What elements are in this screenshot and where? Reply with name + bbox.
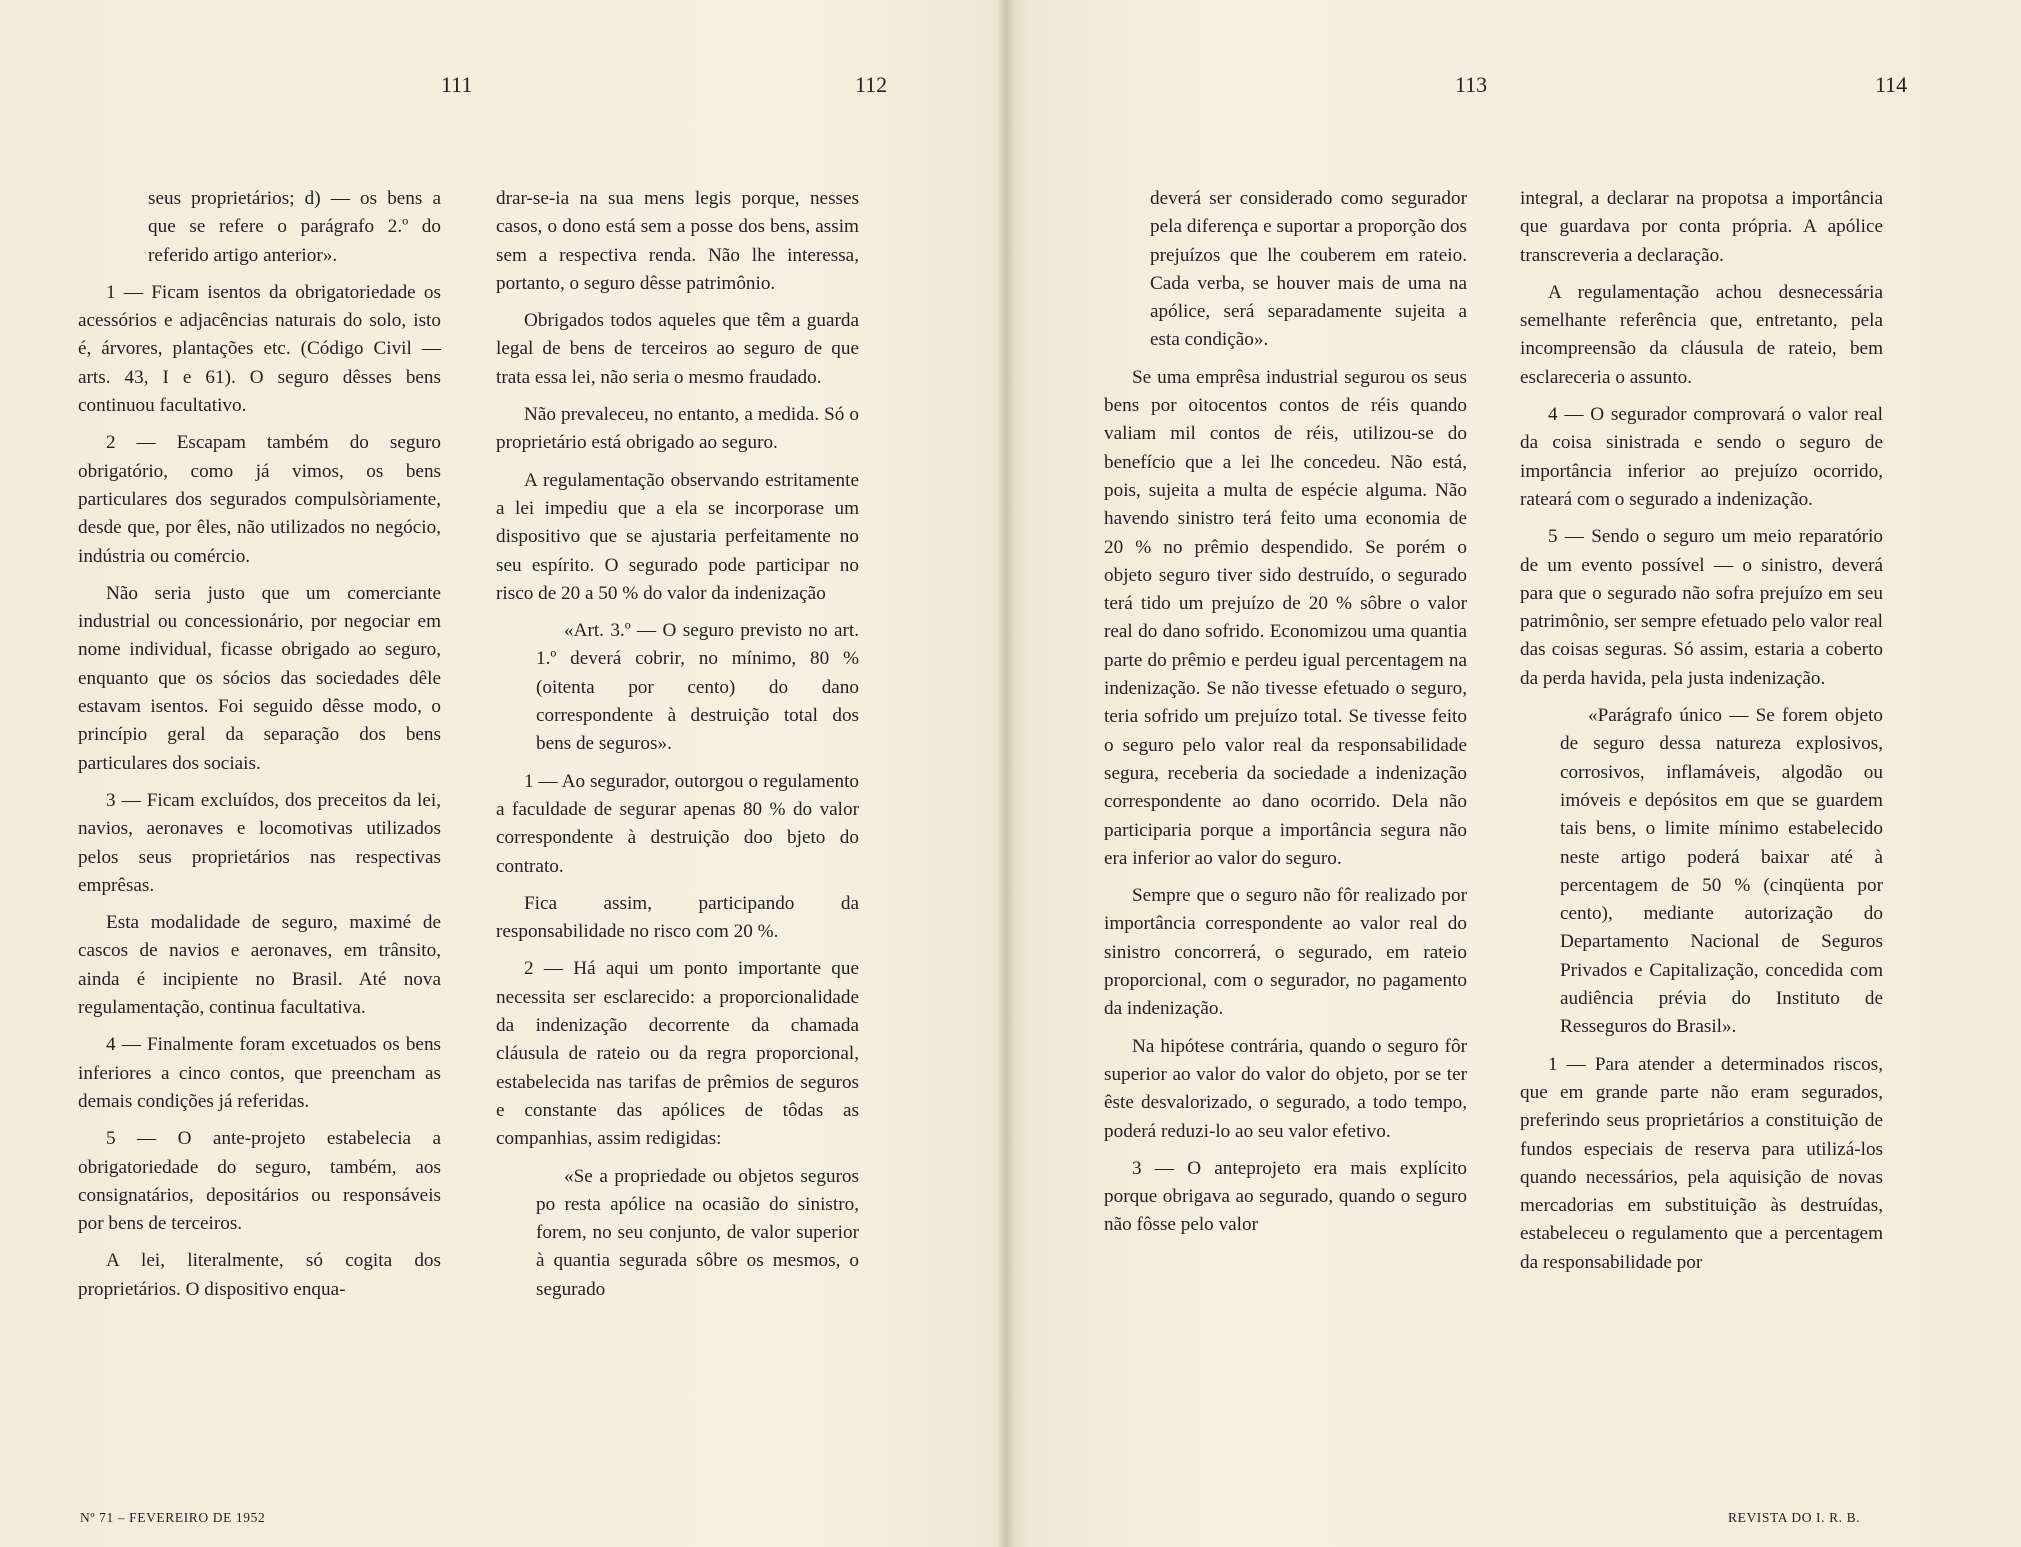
paragraph: 1 — Ficam isentos da obrigatoriedade os acessórios e adjacências naturais do solo, isto é, árvores, plantações etc. (Código Civil — arts. 43, I e 61). O seguro dêsses bens continuou facultativo. (78, 281, 441, 417)
paragraph: 2 — Há aqui um ponto importante que necessita ser esclarecido: a proporcionalidade da indenização decorrente da chamada cláusula de rateio ou da regra proporcional, estabelecida nas tarifas de prêmios de seguros e constante das apólices de tôdas as companhias, assim redigidas: (496, 958, 859, 1150)
paragraph: 5 — Sendo o seguro um meio reparatório de um evento possível — o sinistro, deverá para que o segurado não sofra prejuízo em seu patrimônio, ser sempre efetuado pelo valor real das coisas seguras. Só assim, estaria a coberto da perda havida, pela justa indenização. (1520, 526, 1883, 689)
paragraph: 1 — Para atender a determinados riscos, que em grande parte não eram segurados, preferindo seus proprietários a constituição de fundos especiais de reserva para utilizá-los quando necessários, pela aquisição de novas mercadorias em substituição às destruídas, estabeleceu o regulamento que a percentagem da responsabilidade por (1520, 1053, 1883, 1273)
page-number-113: 113 (1455, 72, 1488, 97)
paragraph: Obrigados todos aqueles que têm a guarda legal de bens de terceiros ao seguro de que trata essa lei, não seria o mesmo fraudado. (496, 310, 859, 388)
paragraph: Não seria justo que um comerciante industrial ou concessionário, por negociar em nome individual, ficasse obrigado ao seguro, enquanto que os sócios das sociedades dêle estavam isentos. Foi seguido dêsse modo, o princípio geral da separação dos bens particulares dos sociais. (78, 582, 441, 774)
footer-issue: Nº 71 – FEVEREIRO DE 1952 (80, 1510, 266, 1525)
quoted-paragraph-unico: «Parágrafo único — Se forem objeto de seguro dessa natureza explosivos, corrosivos, inflamáveis, algodão ou imóveis e depósitos em que se guardem tais bens, o limite mínimo estabelecido neste artigo poderá baixar até à percentagem de 50 % (cinqüenta por cento), mediante autorização do Departamento Nacional de Seguros Privados e Capitalização, concedida com audiência prévia do Instituto de Resseguros do Brasil». (1560, 705, 1883, 1038)
paragraph: 3 — Ficam excluídos, dos preceitos da lei, navios, aeronaves e locomotivas utilizados pelos seus proprietários nas respectivas emprêsas. (78, 789, 441, 896)
column-page-114-right (1520, 185, 1883, 1277)
paragraph: 4 — Finalmente foram excetuados os bens inferiores a cinco contos, que preencham as demais condições já referidas. (78, 1034, 441, 1112)
paragraph: 3 — O anteprojeto era mais explícito porque obrigava ao segurado, quando o seguro não fôsse pelo valor (1104, 1157, 1467, 1236)
page-number-111: 111 (441, 72, 473, 97)
paragraph: seus proprietários; d) — os bens a que se refere o parágrafo 2.º do referido artigo anterior». (148, 188, 441, 266)
paragraph: 2 — Escapam também do seguro obrigatório, como já vimos, os bens particulares dos segurados compulsòriamente, desde que, por êles, não utilizados no negócio, indústria ou comércio. (78, 432, 441, 567)
quoted-clause: «Se a propriedade ou objetos seguros po resta apólice na ocasião do sinistro, forem, no seu conjunto, de valor superior à quantia segurada sôbre os mesmos, o segurado (536, 1165, 859, 1300)
book-gutter (998, 0, 1014, 1547)
quoted-article: «Art. 3.º — O seguro previsto no art. 1.º deverá cobrir, no mínimo, 80 % (oitenta por cento) do dano correspondente à destruição total dos bens de seguros». (536, 620, 859, 755)
paragraph: Não prevaleceu, no entanto, a medida. Só o proprietário está obrigado ao seguro. (496, 404, 859, 454)
paragraph: A regulamentação achou desnecessária semelhante referência que, entretanto, pela incompreensão da cláusula de rateio, bem esclareceria o assunto. (1520, 281, 1883, 388)
paragraph: 1 — Ao segurador, outorgou o regulamento a faculdade de segurar apenas 80 % do valor correspondente à destruição doo bjeto do contrato. (496, 770, 859, 877)
paragraph: Esta modalidade de seguro, maximé de cascos de navios e aeronaves, em trânsito, ainda é incipiente no Brasil. Até nova regulamentação, continua facultativa. (78, 912, 441, 1019)
column-page-112-right (496, 185, 859, 1304)
paragraph: Se uma emprêsa industrial segurou os seus bens por oitocentos contos de réis quando valiam mil contos de réis, utilizou-se do benefício que a lei lhe concedeu. Não está, pois, sujeita a multa de espécie alguma. Não havendo sinistro terá feito uma economia de 20 % no prêmio despendido. Se porém o objeto seguro tiver sido destruído, o segurado terá tido um prejuízo de 20 % sôbre o valor real do dano sofrido. Economizou uma quantia parte do prêmio e perdeu igual percentagem na indenização. Se não tivesse efetuado o seguro, teria sofrido um prejuízo total. Se tivesse feito o seguro pelo valor real da responsabilidade segura, receberia da sociedade a indenização correspondente ao dano ocorrido. Dela não participaria porque a importância segura não era inferior ao valor do seguro. (1104, 366, 1467, 869)
paragraph: A regulamentação observando estritamente a lei impediu que a ela se incorporase um dispositivo que se ajustaria perfeitamente no seu espírito. O segurado pode participar no risco de 20 a 50 % do valor da indenização (496, 469, 859, 604)
paragraph: Na hipótese contrária, quando o seguro fôr superior ao valor do valor do objeto, por se ter êste desvalorizado, o segurado, a todo tempo, poderá reduzi-lo ao seu valor efetivo. (1104, 1035, 1467, 1142)
paragraph: integral, a declarar na propotsa a importância que guardava por conta própria. A apólice transcreveria a declaração. (1520, 188, 1883, 266)
page-number-112: 112 (855, 72, 888, 97)
quoted-clause-continued: deverá ser considerado como segurador pela diferença e suportar a proporção dos prejuízos que lhe couberem em rateio. Cada verba, se houver mais de uma na apólice, será separadamente sujeita a esta condição». (1150, 188, 1467, 351)
paragraph: A lei, literalmente, só cogita dos proprietários. O dispositivo enqua- (78, 1250, 441, 1300)
column-page-113-left (1104, 185, 1467, 1240)
paragraph: 4 — O segurador comprovará o valor real da coisa sinistrada e sendo o seguro de importância inferior ao prejuízo ocorrido, rateará com o segurado a indenização. (1520, 404, 1883, 510)
page-number-114: 114 (1875, 72, 1908, 97)
paragraph: Sempre que o seguro não fôr realizado por importância correspondente ao valor real do sinistro concorrerá, o segurado, em rateio proporcional, com o segurador, no pagamento da indenização. (1104, 885, 1467, 1020)
paragraph: 5 — O ante-projeto estabelecia a obrigatoriedade do seguro, também, aos consignatários, depositários ou responsáveis por bens de terceiros. (78, 1128, 441, 1235)
paragraph: Fica assim, participando da responsabilidade no risco com 20 %. (496, 892, 859, 943)
paragraph: drar-se-ia na sua mens legis porque, nesses casos, o dono está sem a posse dos bens, assim sem a respectiva renda. Não lhe interessa, portanto, o seguro dêsse patrimônio. (496, 188, 859, 294)
footer-journal: REVISTA DO I. R. B. (1728, 1510, 1861, 1525)
column-page-111-left (78, 185, 441, 1304)
